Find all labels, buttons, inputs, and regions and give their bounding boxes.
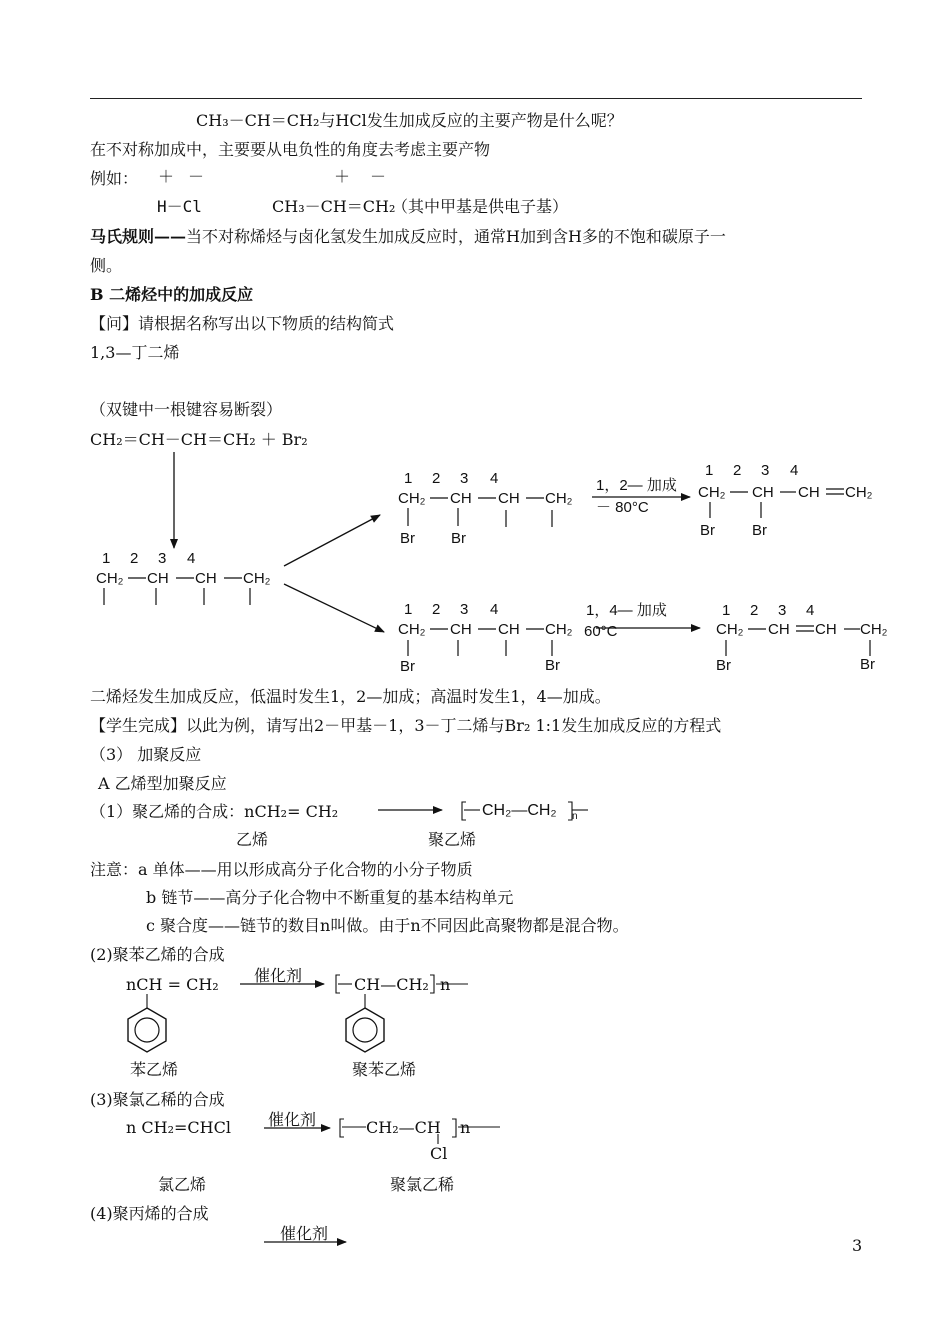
pvc-monomer: n CH₂=CHCl: [126, 1118, 231, 1137]
benzene-ring-icon: [346, 1008, 384, 1052]
pp-title: (4)聚丙烯的合成: [90, 1204, 209, 1223]
carbon-number: 3: [158, 550, 167, 567]
pvc-chlorine: Cl: [430, 1144, 448, 1163]
chain-atom: CH: [798, 484, 820, 501]
carbon-number: 3: [761, 462, 770, 479]
catalyst-label: 催化剂: [280, 1224, 329, 1243]
carbon-number: 4: [490, 601, 499, 618]
polystyrene-label: 聚苯乙烯: [352, 1060, 417, 1079]
rule-text: 当不对称烯烃与卤化氢发生加成反应时，通常H加到含H多的不饱和碳原子一: [186, 227, 726, 246]
section-a-title: A 乙烯型加聚反应: [98, 774, 227, 793]
carbon-number: 1: [102, 550, 111, 567]
polyethylene-label: 聚乙烯: [428, 830, 477, 849]
bracket-left: [340, 1119, 344, 1137]
chain-atom: CH₂: [96, 570, 124, 587]
bromine-atom: Br: [716, 657, 731, 674]
chain-atom: CH: [815, 621, 837, 638]
bromine-atom: Br: [400, 658, 415, 675]
chain-atom: CH₂: [545, 621, 573, 638]
pe-repeat-unit: CH₂—CH₂: [482, 802, 557, 819]
bromine-atom: Br: [752, 522, 767, 539]
ethylene-label: 乙烯: [236, 830, 269, 849]
chain-atom: CH: [768, 621, 790, 638]
break-note: （双键中一根键容易断裂）: [90, 400, 283, 419]
note-c: c 聚合度——链节的数目n叫做。由于n不同因此高聚物都是混合物。: [146, 916, 629, 935]
bromine-atom: Br: [400, 530, 415, 547]
ps-monomer: nCH = CH₂: [126, 975, 219, 994]
pe-monomer: （1）聚乙烯的合成：nCH₂= CH₂: [90, 802, 339, 821]
carbon-number: 1: [404, 470, 413, 487]
chain-atom: CH₂: [860, 621, 888, 638]
chain-atom: CH₂: [398, 621, 426, 638]
bracket-right: [452, 1119, 456, 1137]
text-line: 在不对称加成中，主要要从电负性的角度去考虑主要产物: [90, 140, 491, 159]
condition-14-label: 1，4— 加成: [586, 602, 667, 619]
bottom-right-structure: [716, 602, 888, 674]
carbon-number: 3: [778, 602, 787, 619]
section-3-title: （3） 加聚反应: [90, 745, 202, 764]
chain-atom: CH₂: [545, 490, 573, 507]
carbon-number: 4: [790, 462, 799, 479]
bromine-atom: Br: [451, 530, 466, 547]
pe-subscript-n: n: [572, 811, 578, 822]
carbon-number: 3: [460, 470, 469, 487]
carbon-number: 1: [705, 462, 714, 479]
formula-hcl: H－Cl: [157, 197, 202, 216]
note-a: 注意：a 单体——用以形成高分子化合物的小分子物质: [90, 860, 473, 879]
ps-repeat-unit: CH—CH₂: [354, 975, 429, 994]
bottom-structure: [398, 601, 573, 675]
chain-atom: CH₂: [716, 621, 744, 638]
bracket-left: [462, 802, 466, 820]
methyl-note: （其中甲基是供电子基）: [392, 197, 569, 216]
diene-equation: CH₂＝CH－CH＝CH₂ ＋ Br₂: [90, 430, 308, 449]
chain-atom: CH: [498, 621, 520, 638]
chain-atom: CH: [147, 570, 169, 587]
carbon-number: 2: [432, 470, 441, 487]
pvc-label: 聚氯乙稀: [390, 1175, 455, 1194]
benzene-ring-icon: [128, 1008, 166, 1052]
carbon-number: 4: [490, 470, 499, 487]
chain-atom: CH₂: [398, 490, 426, 507]
bromine-atom: Br: [545, 657, 560, 674]
ps-subscript-n: n: [440, 975, 451, 994]
page-number: 3: [852, 1236, 863, 1255]
question-line: CH₃－CH＝CH₂与HCl发生加成反应的主要产物是什么呢？: [196, 111, 623, 130]
catalyst-label: 催化剂: [254, 966, 303, 985]
carbon-number: 4: [806, 602, 815, 619]
charge-plus: ＋: [158, 167, 175, 186]
note-b: b 链节——高分子化合物中不断重复的基本结构单元: [146, 888, 514, 907]
styrene-label: 苯乙烯: [130, 1060, 179, 1079]
branch-arrow-up: [284, 515, 380, 566]
pvc-repeat-unit: CH₂—CH: [366, 1118, 441, 1137]
branch-arrow-down: [284, 584, 384, 632]
condition-60-label: 60°C: [584, 623, 618, 640]
condition-80-label: － 80°C: [596, 499, 649, 516]
chain-atom: CH₂: [845, 484, 873, 501]
bromine-atom: Br: [860, 656, 875, 673]
section-b-title: B 二烯烃中的加成反应: [90, 285, 254, 304]
chain-atom: CH: [450, 621, 472, 638]
vinyl-chloride-label: 氯乙烯: [158, 1175, 207, 1194]
ps-title: (2)聚苯乙烯的合成: [90, 945, 225, 964]
carbon-number: 2: [750, 602, 759, 619]
example-label: 例如：: [90, 169, 139, 188]
catalyst-label: 催化剂: [268, 1110, 317, 1129]
chain-atom: CH₂: [243, 570, 271, 587]
charge-minus: －: [370, 167, 387, 186]
chain-atom: CH: [752, 484, 774, 501]
charge-minus: －: [188, 167, 205, 186]
bromine-atom: Br: [700, 522, 715, 539]
chain-atom: CH: [498, 490, 520, 507]
carbon-number: 2: [432, 601, 441, 618]
carbon-number: 1: [404, 601, 413, 618]
carbon-number: 1: [722, 602, 731, 619]
top-right-structure: [698, 462, 873, 539]
chain-atom: CH₂: [698, 484, 726, 501]
rule-text-cont: 侧。: [90, 256, 123, 275]
top-structure: [398, 470, 573, 547]
formula-propene: CH₃－CH＝CH₂: [272, 197, 396, 216]
pvc-title: (3)聚氯乙稀的合成: [90, 1090, 225, 1109]
carbon-number: 3: [460, 601, 469, 618]
carbon-number: 2: [130, 550, 139, 567]
student-task: 【学生完成】以此为例，请写出2－甲基－1，3－丁二烯与Br₂ 1:1发生加成反应的方程式: [90, 716, 722, 735]
bracket-right: [430, 975, 434, 993]
carbon-number: 4: [187, 550, 196, 567]
chain-atom: CH: [450, 490, 472, 507]
diene-summary: 二烯烃发生加成反应，低温时发生1，2—加成；高温时发生1，4—加成。: [90, 687, 611, 706]
charge-plus: ＋: [334, 167, 351, 186]
ask-line: 【问】请根据名称写出以下物质的结构简式: [90, 314, 395, 333]
mid-structure: [96, 550, 271, 605]
chain-atom: CH: [195, 570, 217, 587]
rule-title: 马氏规则——: [90, 227, 187, 246]
butadiene-name: 1,3—丁二烯: [90, 343, 180, 362]
carbon-number: 2: [733, 462, 742, 479]
condition-12-label: 1，2— 加成: [596, 477, 677, 494]
pvc-subscript-n: n: [460, 1118, 471, 1137]
